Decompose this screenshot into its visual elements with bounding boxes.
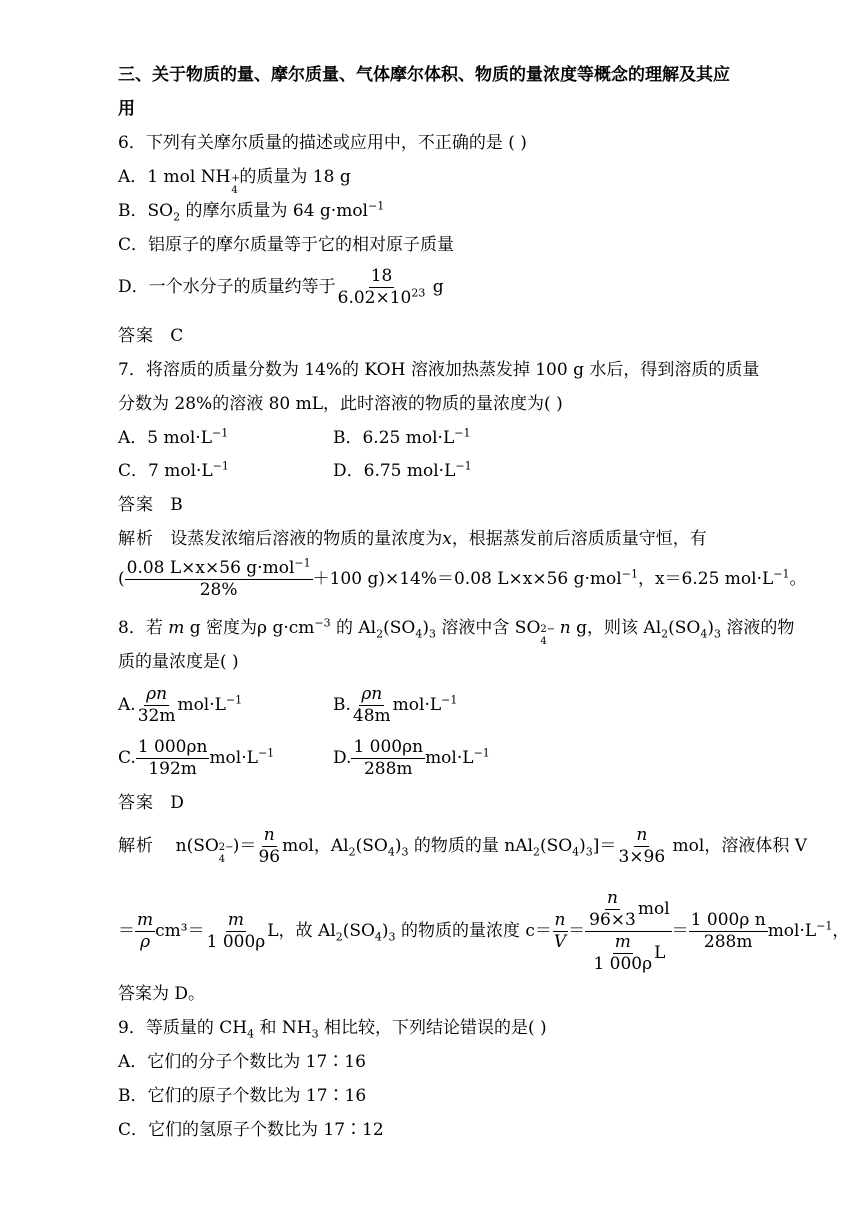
q8-stem-line1: 8．若 m g 密度为ρ $g\cdot cm^{-3}$ 的 $Al_2(SO_4)_3$ 溶液中含 SO 2− 4 n g，则该 $Al_2(SO_4)_3$ 溶液的物 — [118, 616, 795, 647]
q7-option-c: C．7 $mol\cdot L^{-1}$ — [118, 459, 229, 481]
q6-option-a: A．1 mol NH + 4 的质量为 18 g — [118, 167, 351, 196]
q6-d-fraction: $\frac{18}{6.02\times 10^{23}}$ — [337, 266, 426, 308]
q8-analysis-line1: 解析 n(SO 2− 4 )＝ $\frac{n}{96}$ mol，$Al_2(SO_4)_3$ 的物质的量 $nAl_2(SO_4)_3]=$ $\frac{n}{3\times 96}$ mol，溶液体积 V — [118, 825, 808, 867]
q7-stem-line1: 7．将溶质的质量分数为 14%的 KOH 溶液加热蒸发掉 100 g 水后，得到溶质的质量 — [118, 360, 760, 380]
q9-option-a: A．它们的分子个数比为 17∶16 — [118, 1052, 366, 1072]
q7-stem-line2: 分数为 28%的溶液 80 mL，此时溶液的物质的量浓度为( ) — [118, 394, 563, 414]
section-title-line2: 用 — [118, 99, 135, 119]
q7-analysis-line1: 解析 设蒸发浓缩后溶液的物质的量浓度为x，根据蒸发前后溶质质量守恒，有 — [118, 529, 707, 549]
q6-answer: 答案 C — [118, 326, 184, 346]
q8-option-b: B. $\frac{\rho n}{48m}$ $mol\cdot L^{-1}$ — [333, 684, 458, 726]
q7-equation-fraction: $\frac{0.08 L\times x\times 56 g\cdot mol^{-1}}{28\%}$ — [126, 556, 311, 600]
q8-analysis-line2: ＝ $\frac{m}{\rho}$ cm³＝ $\frac{m}{1 000\rho}$ L，故 $Al_2(SO_4)_3$ 的物质的量浓度 c＝ $\frac{n}{V}$ ＝ $\frac{n}{96\times 3}$ mol $\frac{m}{1 000\rho}$ L ＝ $\frac{\text{1 000ρ n}}{288m}$ $mol\cdot L^{-1}$， — [118, 888, 850, 974]
q8-option-d: D. $\frac{1 000\rho n}{288m}$ $mol\cdot L^{-1}$ — [333, 737, 490, 779]
q6-stem: 6．下列有关摩尔质量的描述或应用中，不正确的是 ( ) — [118, 133, 527, 153]
q6-option-d: D．一个水分子的质量约等于 $\frac{18}{6.02\times 10^{23}}$ g — [118, 266, 444, 308]
q6-option-b: B．$SO_2$ 的摩尔质量为 64 g·mol$^{-1}$ — [118, 199, 385, 224]
q9-option-c: C．它们的氢原子个数比为 17∶12 — [118, 1120, 384, 1140]
q7-option-d: D．6.75 $mol\cdot L^{-1}$ — [333, 459, 472, 481]
q8-stem-line2: 质的量浓度是( ) — [118, 652, 239, 672]
q7-option-a: A．5 $mol\cdot L^{-1}$ — [118, 426, 229, 448]
q8-option-a: A. $\frac{\rho n}{32m}$ $mol\cdot L^{-1}$ — [118, 684, 243, 726]
q9-stem: 9．等质量的 $CH_4$ 和 $NH_3$ 相比较，下列结论错误的是( ) — [118, 1018, 547, 1041]
q7-analysis-equation: ( $\frac{0.08 L\times x\times 56 g\cdot mol^{-1}}{28\%}$ ＋100 g)×14%＝0.08 L×x×56 g·mol$^{-1}$，x＝6.25 $mol\cdot L^{-1}$。 — [118, 556, 807, 600]
q8-analysis-line3: 答案为 D。 — [118, 984, 206, 1004]
q8-answer: 答案 D — [118, 793, 184, 813]
q8-compound-fraction: $\frac{n}{96\times 3}$ mol $\frac{m}{1 000\rho}$ L — [585, 890, 672, 973]
section-title-line1: 三、关于物质的量、摩尔质量、气体摩尔体积、物质的量浓度等概念的理解及其应 — [118, 65, 730, 85]
q9-option-b: B．它们的原子个数比为 17∶16 — [118, 1086, 367, 1106]
q7-answer: 答案 B — [118, 495, 183, 515]
q8-option-c: C. $\frac{1 000\rho n}{192m}$ $mol\cdot L^{-1}$ — [118, 737, 275, 779]
q6-option-c: C．铝原子的摩尔质量等于它的相对原子质量 — [118, 235, 455, 255]
q7-option-b: B．6.25 $mol\cdot L^{-1}$ — [333, 426, 471, 448]
